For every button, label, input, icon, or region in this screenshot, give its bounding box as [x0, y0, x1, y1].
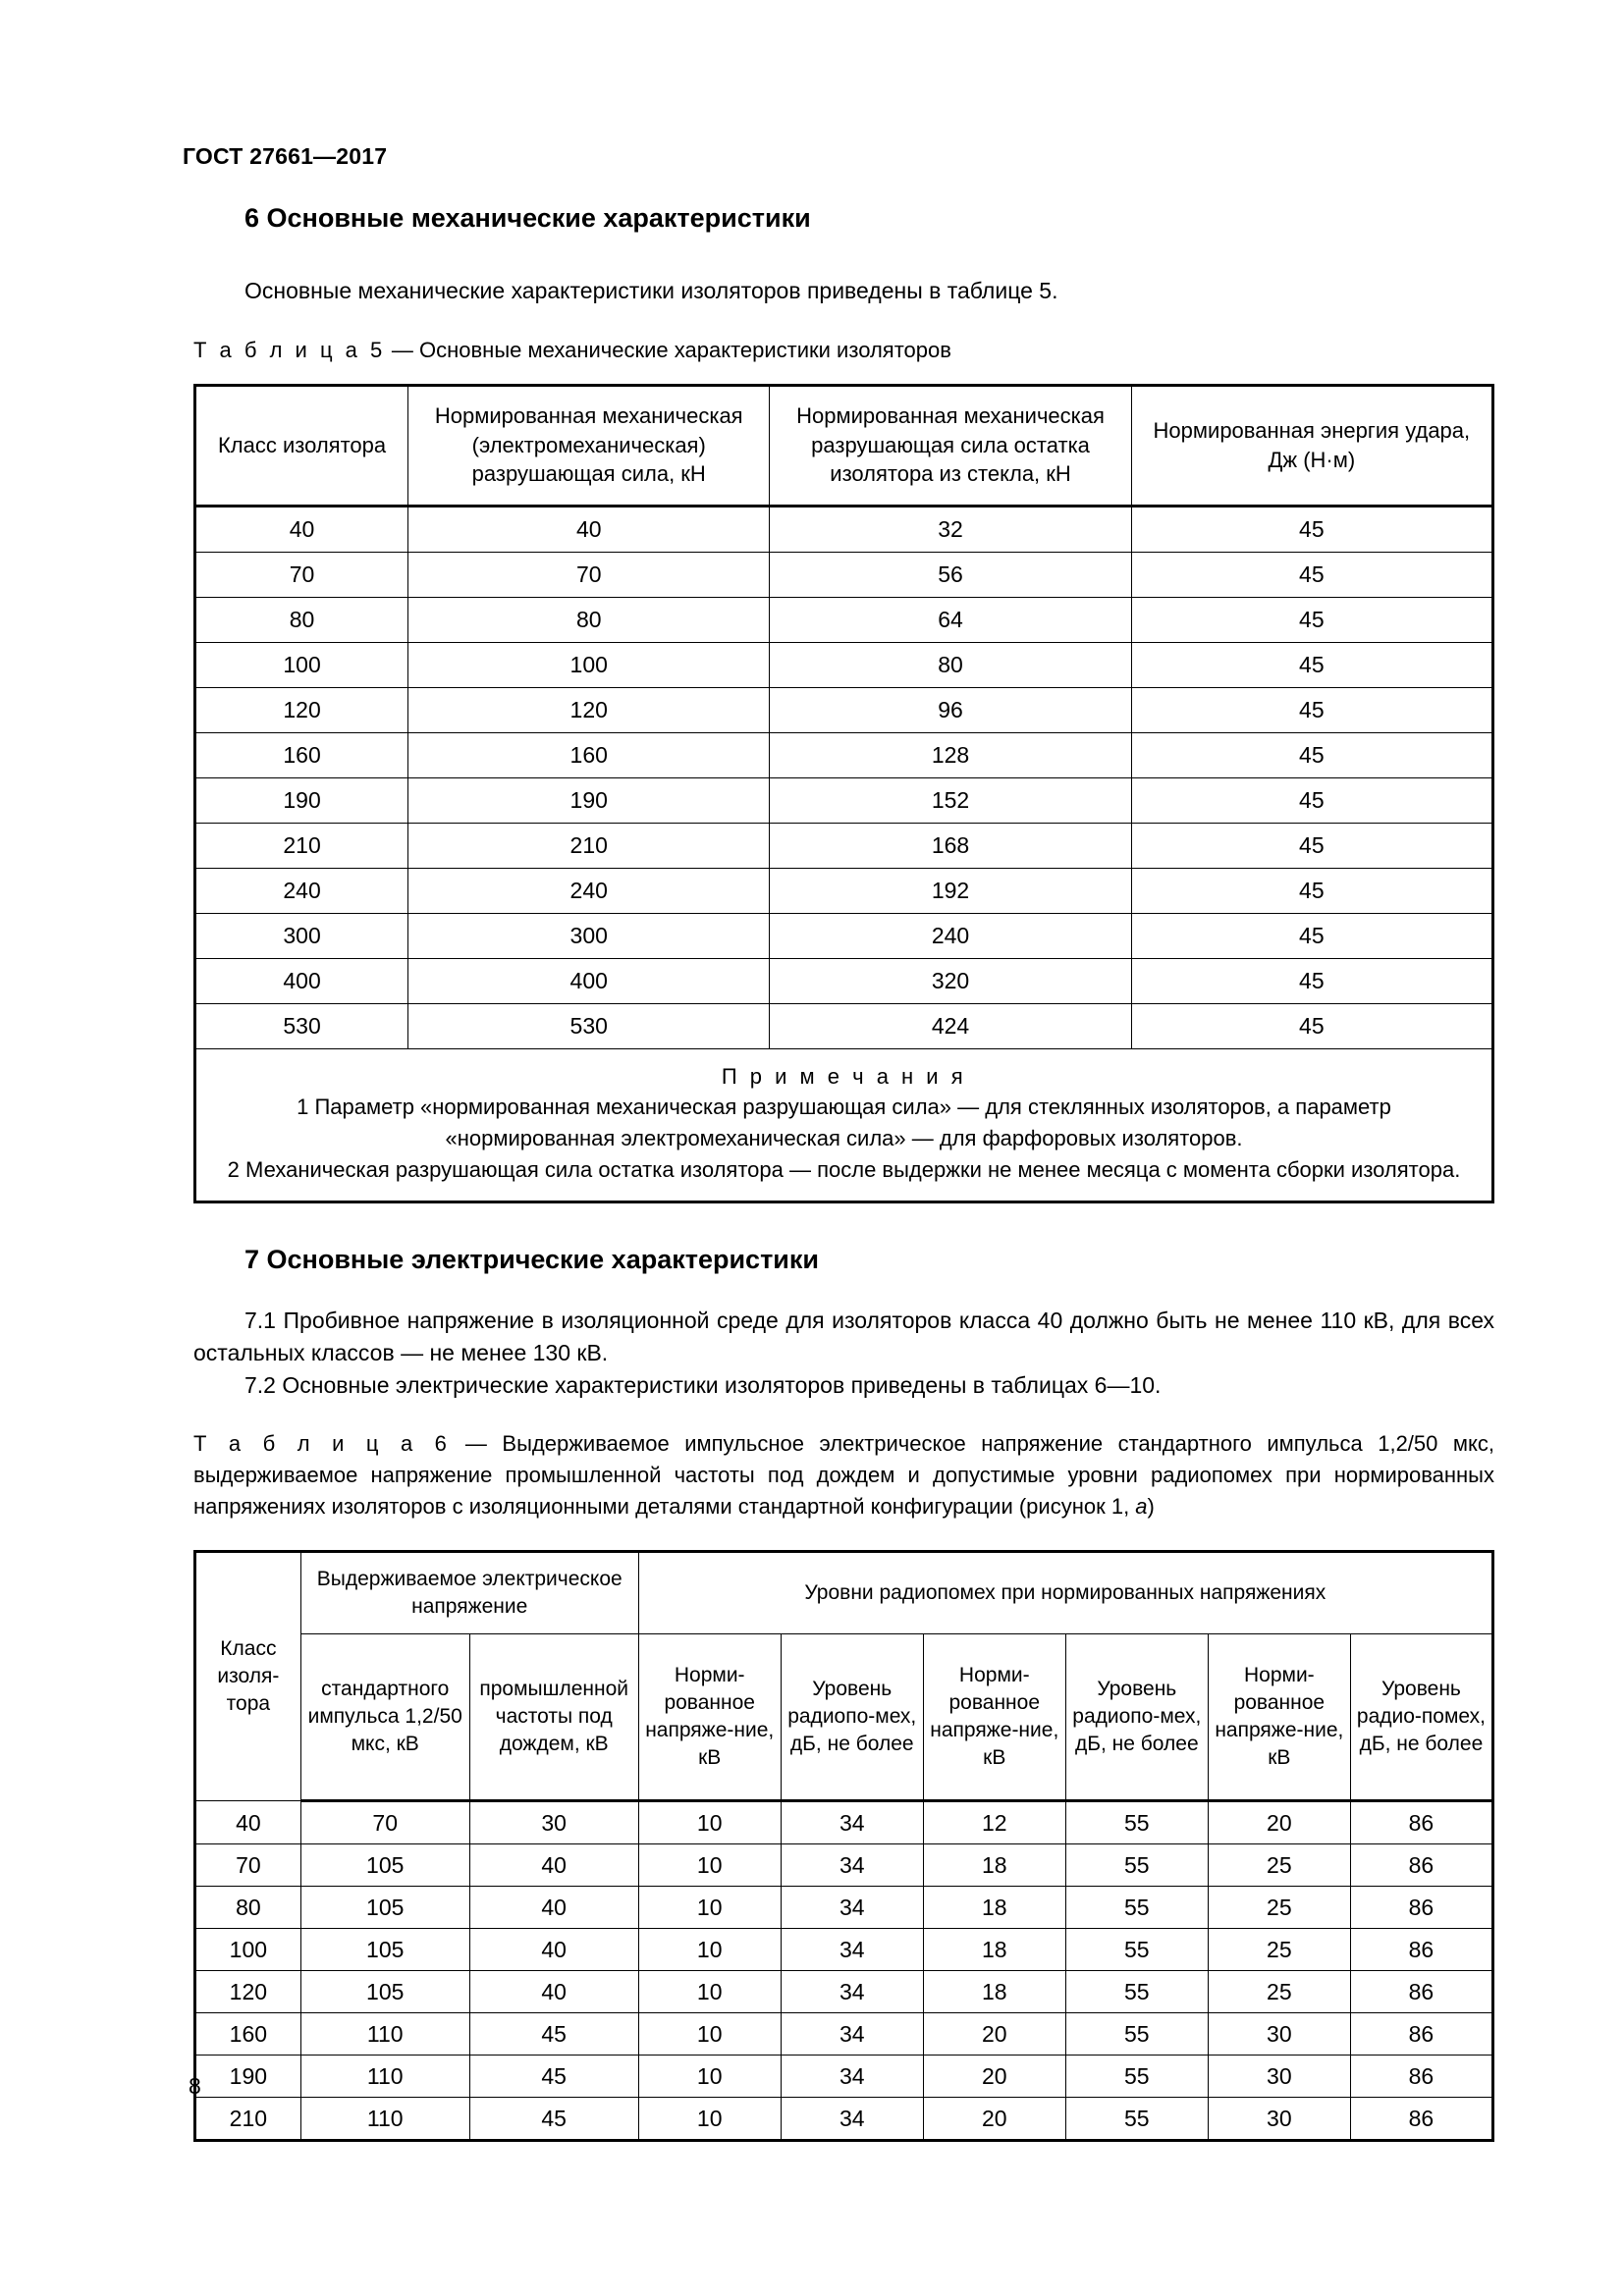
section-6-intro: Основные механические характеристики изоляторов приведены в таблице 5.: [244, 278, 1058, 304]
cell: 20: [1208, 1801, 1350, 1844]
table-6-th-rfi-3: Уровень радио-помех, дБ, не более: [1350, 1634, 1492, 1801]
cell: 530: [408, 1003, 770, 1048]
table-5-head: [195, 385, 1493, 506]
cell: 45: [469, 2013, 638, 2056]
cell: 32: [770, 506, 1131, 552]
cell: 105: [300, 1929, 469, 1971]
table-6-header-row-1: [195, 1552, 1493, 1634]
cell: 400: [195, 958, 408, 1003]
cell: 105: [300, 1971, 469, 2013]
cell: 120: [408, 687, 770, 732]
table-5-th-force: Нормированная механическая (электромеханическая) разрушающая сила, кН: [408, 385, 770, 506]
cell: 55: [1065, 1971, 1208, 2013]
cell: 45: [469, 2056, 638, 2098]
cell: 30: [1208, 2098, 1350, 2141]
cell: 240: [770, 913, 1131, 958]
cell: 45: [1131, 1003, 1492, 1048]
table-5-caption-label: Т а б л и ц а 5: [193, 337, 386, 362]
cell: 45: [1131, 913, 1492, 958]
cell: 10: [638, 1929, 781, 1971]
cell: 70: [408, 552, 770, 597]
cell: 56: [770, 552, 1131, 597]
cell: 70: [195, 1844, 301, 1887]
table-row: [195, 597, 1493, 642]
cell: 55: [1065, 1844, 1208, 1887]
table-5: [193, 384, 1494, 1204]
cell: 40: [469, 1929, 638, 1971]
table-6-th-power-freq: промышленной частоты под дождем, кВ: [469, 1634, 638, 1801]
table-5-caption: [193, 335, 1494, 366]
cell: 25: [1208, 1844, 1350, 1887]
cell: 300: [195, 913, 408, 958]
cell: 34: [781, 1929, 923, 1971]
cell: 190: [195, 777, 408, 823]
table-6-th-voltage-3: Норми-рованное напряже-ние, кВ: [1208, 1634, 1350, 1801]
cell: 160: [195, 732, 408, 777]
table-5-header-row: [195, 385, 1493, 506]
table-6-caption-tail: ): [1147, 1494, 1155, 1520]
cell: 20: [923, 2013, 1065, 2056]
cell: 45: [1131, 823, 1492, 868]
page-number: 8: [189, 2073, 201, 2099]
cell: 45: [1131, 687, 1492, 732]
table-row: [195, 1844, 1493, 1887]
cell: 160: [408, 732, 770, 777]
cell: 45: [1131, 552, 1492, 597]
table-row: [195, 913, 1493, 958]
cell: 55: [1065, 2013, 1208, 2056]
cell: 210: [195, 823, 408, 868]
cell: 210: [195, 2098, 301, 2141]
cell: 160: [195, 2013, 301, 2056]
table-6-th-rfi-1: Уровень радиопо-мех, дБ, не более: [781, 1634, 923, 1801]
table-row: [195, 552, 1493, 597]
cell: 45: [1131, 642, 1492, 687]
table-row: [195, 1929, 1493, 1971]
cell: 86: [1350, 1971, 1492, 2013]
cell: 105: [300, 1887, 469, 1929]
table-row: [195, 2013, 1493, 2056]
cell: 530: [195, 1003, 408, 1048]
cell: 45: [1131, 958, 1492, 1003]
cell: 190: [195, 2056, 301, 2098]
cell: 34: [781, 2013, 923, 2056]
cell: 40: [469, 1844, 638, 1887]
table-row: [195, 732, 1493, 777]
cell: 40: [408, 506, 770, 552]
cell: 86: [1350, 2098, 1492, 2141]
cell: 55: [1065, 2056, 1208, 2098]
cell: 128: [770, 732, 1131, 777]
cell: 10: [638, 2056, 781, 2098]
cell: 34: [781, 1844, 923, 1887]
table-row: [195, 1003, 1493, 1048]
cell: 110: [300, 2013, 469, 2056]
cell: 210: [408, 823, 770, 868]
cell: 70: [195, 552, 408, 597]
cell: 152: [770, 777, 1131, 823]
table-6-th-class: Класс изоля-тора: [195, 1552, 301, 1801]
cell: 110: [300, 2098, 469, 2141]
cell: 10: [638, 1844, 781, 1887]
table-row: [195, 687, 1493, 732]
cell: 45: [1131, 732, 1492, 777]
cell: 80: [770, 642, 1131, 687]
cell: 40: [469, 1887, 638, 1929]
table-5-notes-row: [195, 1048, 1493, 1202]
table-5-th-impact: Нормированная энергия удара, Дж (Н·м): [1131, 385, 1492, 506]
section-6-title: 6 Основные механические характеристики: [244, 203, 811, 233]
table-6-th-group-rfi: Уровни радиопомех при нормированных напряжениях: [638, 1552, 1492, 1634]
cell: 10: [638, 1801, 781, 1844]
table-row: [195, 2056, 1493, 2098]
table-5-body: [195, 506, 1493, 1202]
cell: 424: [770, 1003, 1131, 1048]
cell: 240: [195, 868, 408, 913]
table-row: [195, 2098, 1493, 2141]
cell: 25: [1208, 1971, 1350, 2013]
table-row: [195, 777, 1493, 823]
cell: 40: [195, 506, 408, 552]
cell: 40: [195, 1801, 301, 1844]
cell: 120: [195, 1971, 301, 2013]
section-7-paragraph-1: 7.1 Пробивное напряжение в изоляционной среде для изоляторов класса 40 должно быть не менее 110 кВ, для всех остальных классов — не менее 130 кВ.: [193, 1308, 1494, 1366]
cell: 240: [408, 868, 770, 913]
cell: 300: [408, 913, 770, 958]
cell: 192: [770, 868, 1131, 913]
cell: 18: [923, 1971, 1065, 2013]
table-row: [195, 1801, 1493, 1844]
cell: 86: [1350, 1887, 1492, 1929]
note-item-2: 2 Механическая разрушающая сила остатка изолятора — после выдержки не менее месяца с момента сборки изолятора.: [227, 1156, 1461, 1182]
cell: 168: [770, 823, 1131, 868]
table-row: [195, 506, 1493, 552]
table-6: [193, 1550, 1494, 2142]
cell: 20: [923, 2056, 1065, 2098]
cell: 120: [195, 687, 408, 732]
cell: 96: [770, 687, 1131, 732]
table-6-head: [195, 1552, 1493, 1801]
page-content: [193, 201, 1494, 2142]
cell: 34: [781, 2056, 923, 2098]
table-6-header-row-2: [195, 1634, 1493, 1801]
table-6-th-rfi-2: Уровень радиопо-мех, дБ, не более: [1065, 1634, 1208, 1801]
table-5-caption-text: — Основные механические характеристики изоляторов: [385, 337, 951, 362]
cell: 40: [469, 1971, 638, 2013]
cell: 80: [195, 1887, 301, 1929]
cell: 70: [300, 1801, 469, 1844]
table-5-th-class: Класс изолятора: [195, 385, 408, 506]
table-6-caption-text: — Выдерживаемое импульсное электрическое напряжение стандартного импульса 1,2/50 мкс, выдерживаемое напряжение промышленной частоты под дождем и допустимые уровни радиопомех при нормированных напряжениях изоляторов с изоляционными деталями стандартной конфигурации (рисунок 1,: [193, 1431, 1494, 1520]
notes-title: П р и м е ч а н и я: [721, 1063, 967, 1089]
table-6-body: [195, 1801, 1493, 2141]
cell: 45: [1131, 777, 1492, 823]
cell: 110: [300, 2056, 469, 2098]
table-row: [195, 868, 1493, 913]
cell: 18: [923, 1929, 1065, 1971]
cell: 55: [1065, 1929, 1208, 1971]
cell: 45: [1131, 597, 1492, 642]
section-7-title: 7 Основные электрические характеристики: [244, 1245, 820, 1275]
cell: 100: [195, 642, 408, 687]
cell: 86: [1350, 1929, 1492, 1971]
cell: 34: [781, 1801, 923, 1844]
table-6-caption: [193, 1428, 1494, 1522]
cell: 10: [638, 2098, 781, 2141]
table-6-caption-label: Т а б л и ц а 6: [193, 1431, 451, 1457]
cell: 20: [923, 2098, 1065, 2141]
table-row: [195, 958, 1493, 1003]
table-6-th-group-voltage: Выдерживаемое электрическое напряжение: [300, 1552, 638, 1634]
table-row: [195, 1887, 1493, 1929]
cell: 320: [770, 958, 1131, 1003]
cell: 18: [923, 1844, 1065, 1887]
cell: 10: [638, 2013, 781, 2056]
table-6-th-voltage-1: Норми-рованное напряже-ние, кВ: [638, 1634, 781, 1801]
table-6-caption-italic: а: [1135, 1494, 1148, 1520]
table-6-th-impulse: стандартного импульса 1,2/50 мкс, кВ: [300, 1634, 469, 1801]
cell: 64: [770, 597, 1131, 642]
table-row: [195, 1971, 1493, 2013]
cell: 400: [408, 958, 770, 1003]
cell: 55: [1065, 2098, 1208, 2141]
cell: 45: [469, 2098, 638, 2141]
cell: 86: [1350, 2013, 1492, 2056]
cell: 12: [923, 1801, 1065, 1844]
cell: 55: [1065, 1801, 1208, 1844]
cell: 86: [1350, 1801, 1492, 1844]
cell: 10: [638, 1971, 781, 2013]
cell: 34: [781, 1971, 923, 2013]
section-7-paragraph-2: 7.2 Основные электрические характеристики изоляторов приведены в таблицах 6—10.: [244, 1371, 1162, 1398]
table-row: [195, 823, 1493, 868]
cell: 100: [195, 1929, 301, 1971]
cell: 30: [1208, 2056, 1350, 2098]
cell: 30: [1208, 2013, 1350, 2056]
cell: 100: [408, 642, 770, 687]
cell: 45: [1131, 506, 1492, 552]
table-5-notes: [195, 1048, 1493, 1202]
cell: 80: [408, 597, 770, 642]
cell: 34: [781, 1887, 923, 1929]
cell: 80: [195, 597, 408, 642]
table-row: [195, 642, 1493, 687]
cell: 25: [1208, 1887, 1350, 1929]
cell: 30: [469, 1801, 638, 1844]
cell: 105: [300, 1844, 469, 1887]
cell: 55: [1065, 1887, 1208, 1929]
note-item-1: 1 Параметр «нормированная механическая разрушающая сила» — для стеклянных изоляторов, а параметр «нормированная электромеханическая сила» — для фарфоровых изоляторов.: [297, 1095, 1391, 1150]
cell: 10: [638, 1887, 781, 1929]
cell: 86: [1350, 2056, 1492, 2098]
cell: 25: [1208, 1929, 1350, 1971]
cell: 86: [1350, 1844, 1492, 1887]
table-5-th-residual: Нормированная механическая разрушающая сила остатка изолятора из стекла, кН: [770, 385, 1131, 506]
document-header: ГОСТ 27661—2017: [183, 143, 388, 169]
cell: 45: [1131, 868, 1492, 913]
cell: 190: [408, 777, 770, 823]
cell: 34: [781, 2098, 923, 2141]
table-6-th-voltage-2: Норми-рованное напряже-ние, кВ: [923, 1634, 1065, 1801]
cell: 18: [923, 1887, 1065, 1929]
